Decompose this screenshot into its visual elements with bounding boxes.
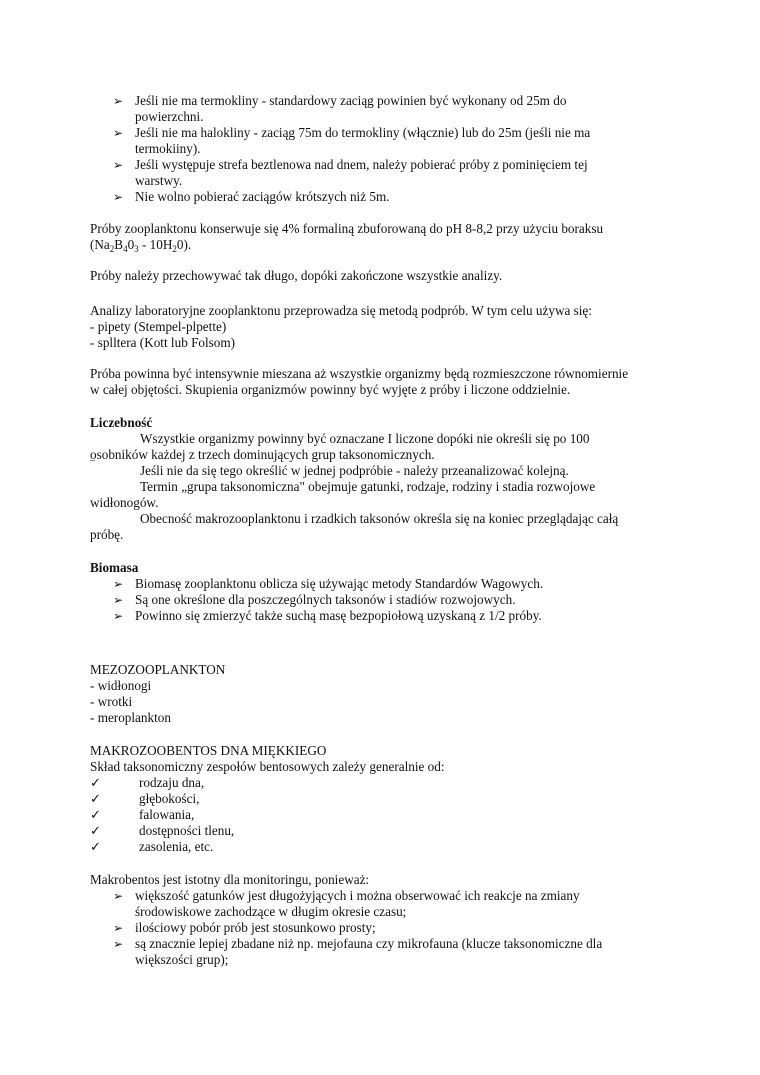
makrobentos-importance: Makrobentos jest istotny dla monitoringu, ponieważ: (90, 872, 370, 887)
arrow-bullet-icon: ➢ (113, 921, 124, 935)
mezo-section (90, 662, 680, 726)
makro-section: MAKROZOOBENTOS DNA MIĘKKIEGO Skład taksonomiczny zespołów bentosowych zależy generalnie od: (90, 743, 680, 775)
checkmark-icon: ✓ (90, 791, 102, 806)
list-item: ➢ są znacznie lepiej zbadane niż np. mejofauna czy mikrofauna (klucze taksonomiczne dla większości grup); (113, 936, 603, 967)
list-item: - wrotki (90, 694, 133, 709)
checkmark-icon: ✓ (90, 807, 102, 822)
arrow-bullet-icon: ➢ (113, 126, 124, 140)
conservation-paragraph: Próby zooplanktonu konserwuje się 4% formaliną zbuforowaną do pH 8-8,2 przy użyciu boraksu $(Na_2B_40_3 - 10H_20)$. (90, 221, 680, 253)
stray-mark: ¯ (90, 460, 95, 471)
list-item: ➢ Jeśli nie ma halokliny - zaciąg 75m do termokliny (włącznie) lub do 25m (jeśli nie ma termokiiny). (113, 125, 591, 156)
importance-list (113, 888, 683, 968)
arrow-bullet-icon: ➢ (113, 577, 124, 591)
list-item: ➢ Jeśli występuje strefa beztlenowa nad dnem, należy pobierać próby z pominięciem tej warstwy. (113, 157, 588, 188)
arrow-bullet-icon: ➢ (113, 190, 124, 204)
arrow-bullet-icon: ➢ (113, 158, 124, 172)
checkmark-icon: ✓ (90, 823, 102, 838)
list-item: ✓ głębokości, (90, 791, 200, 806)
storage-paragraph: Próby należy przechowywać tak długo, dopóki zakończone wszystkie analizy. (90, 268, 503, 283)
borax-formula: $(Na_2B_40_3 - 10H_20)$. (90, 237, 192, 254)
list-item: ➢ większość gatunków jest długożyjących i można obserwować ich reakcje na zmiany środowiskowe zachodzące w długim okresie czasu; (113, 888, 580, 919)
list-item: ➢ Powinno się zmierzyć także suchą masę bezpopiołową uzyskaną z 1/2 próby. (113, 608, 542, 623)
arrow-bullet-icon: ➢ (113, 609, 124, 623)
count-section: Liczebność Wszystkie organizmy powinny być oznaczane I liczone dopóki nie określi się po 100 osobników każdej z trzech dominujących grup taksonomicznych. Jeśli nie da się tego określić w jednej podpróbie - należy przeanalizować kolejną. Termin „grupa taksonomiczna" obejmuje gatunki, rodzaje, rodziny i stadia rozwojowe widłonogów. Obecność makrozooplanktonu i rzadkich taksonów określa się na koniec przeglądając całą próbę. (90, 415, 680, 543)
lab-analysis-paragraph: Analizy laboratoryjne zooplanktonu przeprowadza się metodą podprób. W tym celu używa się: - pipety (Stempel-plpette) - splltera (Kott lub Folsom) (90, 303, 592, 350)
list-item: - widłonogi (90, 678, 152, 693)
arrow-bullet-icon: ➢ (113, 937, 124, 951)
list-item: - meroplankton (90, 710, 171, 725)
section-heading: Liczebność (90, 415, 153, 430)
arrow-bullet-icon: ➢ (113, 593, 124, 607)
list-item: ✓ falowania, (90, 807, 195, 822)
list-item: ➢ Jeśli nie ma termokliny - standardowy zaciąg powinien być wykonany od 25m do powierzchni. (113, 93, 567, 124)
mixing-paragraph: Próba powinna być intensywnie mieszana aż wszystkie organizmy będą rozmieszczone równomiernie w całej objętości. Skupienia organizmów powinny być wyjęte z próby i liczone oddzielnie. (90, 366, 629, 397)
arrow-bullet-icon: ➢ (113, 94, 124, 108)
list-item: ➢ Nie wolno pobierać zaciągów krótszych niż 5m. (113, 189, 390, 204)
section-heading: MEZOZOOPLANKTON (90, 662, 226, 677)
list-item: ➢ ilościowy pobór prób jest stosunkowo prosty; (113, 920, 376, 935)
list-item: ➢ Biomasę zooplanktonu oblicza się używając metody Standardów Wagowych. (113, 576, 544, 591)
arrow-bullet-icon: ➢ (113, 889, 124, 903)
checkmark-icon: ✓ (90, 775, 102, 790)
list-item: ➢ Są one określone dla poszczególnych taksonów i stadiów rozwojowych. (113, 592, 516, 607)
list-item: ✓ rodzaju dna, (90, 775, 205, 790)
checkmark-icon: ✓ (90, 839, 102, 854)
section-heading: MAKROZOOBENTOS DNA MIĘKKIEGO (90, 743, 327, 758)
benthic-factors-list (90, 775, 490, 855)
list-item: ✓ dostępności tlenu, (90, 823, 235, 838)
section-heading: Biomasa (90, 560, 139, 575)
biomass-list (113, 576, 683, 624)
sampling-rules-list (113, 93, 683, 205)
biomass-heading (90, 560, 680, 576)
list-item: ✓ zasolenia, etc. (90, 839, 214, 854)
